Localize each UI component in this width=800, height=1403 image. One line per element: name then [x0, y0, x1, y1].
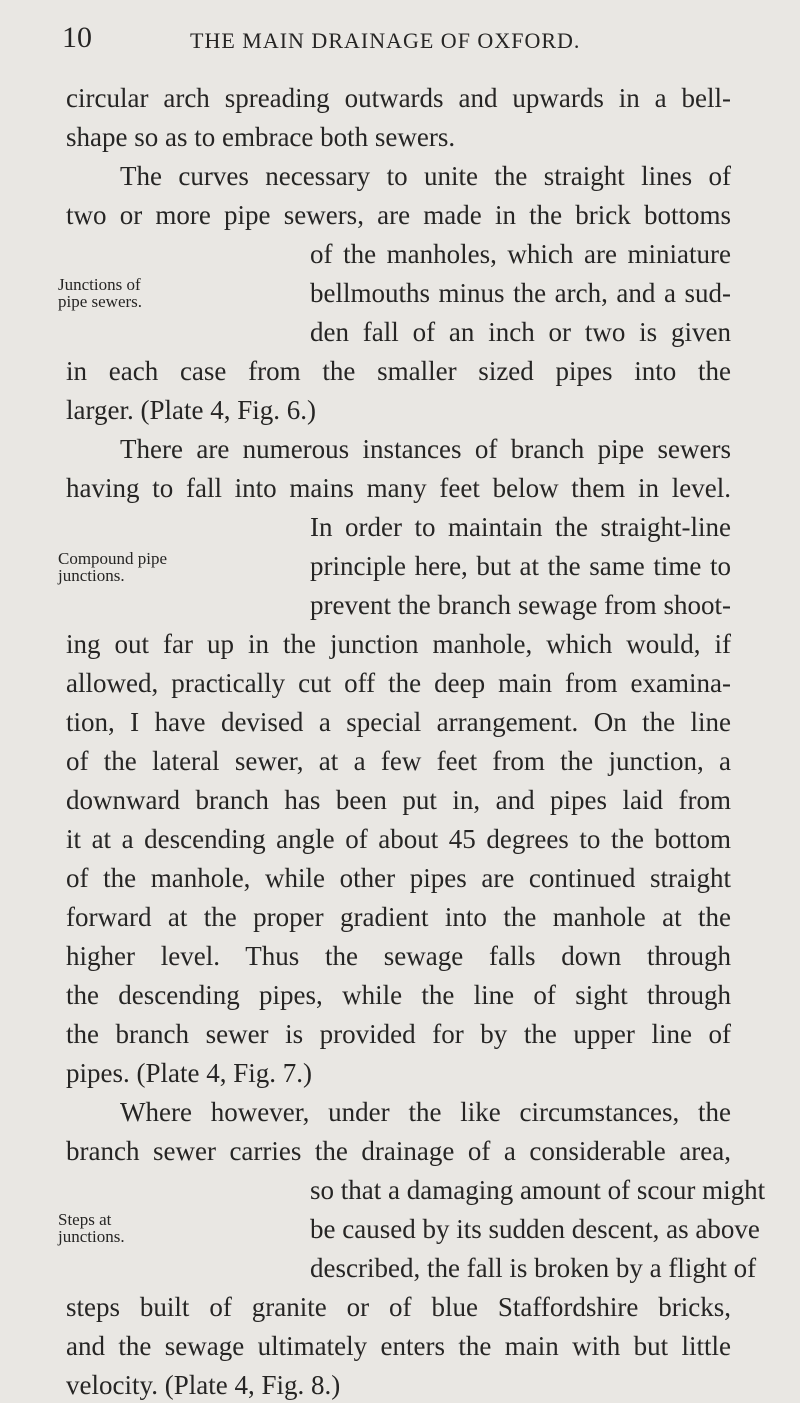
text-line: in each case from the smaller sized pipes into the	[66, 356, 731, 386]
text-line: shape so as to embrace both sewers.	[66, 122, 456, 152]
text-line: and the sewage ultimately enters the main with but little	[66, 1331, 731, 1361]
text-line: bellmouths minus the arch, and a sud-	[310, 278, 731, 308]
text-line: pipes. (Plate 4, Fig. 7.)	[66, 1058, 312, 1088]
page-header	[62, 18, 762, 58]
text-line: allowed, practically cut off the deep main from examina-	[66, 668, 731, 698]
margin-note-pipe-junctions: Junctions of pipe sewers.	[58, 275, 143, 311]
text-line: it at a descending angle of about 45 degrees to the bottom	[66, 824, 731, 854]
text-line: Where however, under the like circumstances, the	[120, 1097, 731, 1127]
running-title: THE MAIN DRAINAGE OF OXFORD.	[190, 28, 581, 53]
text-line: downward branch has been put in, and pipes laid from	[66, 785, 731, 815]
text-line: be caused by its sudden descent, as above	[310, 1214, 760, 1244]
text-line: of the manholes, which are miniature	[310, 239, 731, 269]
text-line: tion, I have devised a special arrangement. On the line	[66, 707, 731, 737]
text-line: den fall of an inch or two is given	[310, 317, 731, 347]
text-line: the branch sewer is provided for by the upper line of	[66, 1019, 731, 1049]
text-line: of the lateral sewer, at a few feet from the junction, a	[66, 746, 731, 776]
text-line: having to fall into mains many feet below them in level.	[66, 473, 731, 503]
text-line: the descending pipes, while the line of sight through	[66, 980, 731, 1010]
text-line: branch sewer carries the drainage of a considerable area,	[66, 1136, 731, 1166]
page-number: 10	[62, 21, 92, 54]
text-line: In order to maintain the straight-line	[310, 512, 731, 542]
margin-note-steps: Steps at junctions.	[58, 1210, 125, 1246]
text-line: velocity. (Plate 4, Fig. 8.)	[66, 1370, 341, 1400]
text-line: The curves necessary to unite the straight lines of	[120, 161, 731, 191]
text-line: so that a damaging amount of scour might	[310, 1175, 766, 1205]
text-line: principle here, but at the same time to	[310, 551, 731, 581]
text-line: two or more pipe sewers, are made in the brick bottoms	[66, 200, 731, 230]
text-line: higher level. Thus the sewage falls down through	[66, 941, 731, 971]
text-line: larger. (Plate 4, Fig. 6.)	[66, 395, 316, 425]
text-line: of the manhole, while other pipes are continued straight	[66, 863, 731, 893]
text-line: described, the fall is broken by a flight of	[310, 1253, 757, 1283]
text-line: forward at the proper gradient into the manhole at the	[66, 902, 731, 932]
text-line: ing out far up in the junction manhole, which would, if	[66, 629, 731, 659]
margin-note-compound-junctions: Compound pipe junctions.	[58, 549, 168, 585]
text-line: There are numerous instances of branch pipe sewers	[120, 434, 731, 464]
text-line: prevent the branch sewage from shoot-	[310, 590, 731, 620]
text-line: steps built of granite or of blue Staffordshire bricks,	[66, 1292, 731, 1322]
text-line: circular arch spreading outwards and upwards in a bell-	[66, 83, 731, 113]
